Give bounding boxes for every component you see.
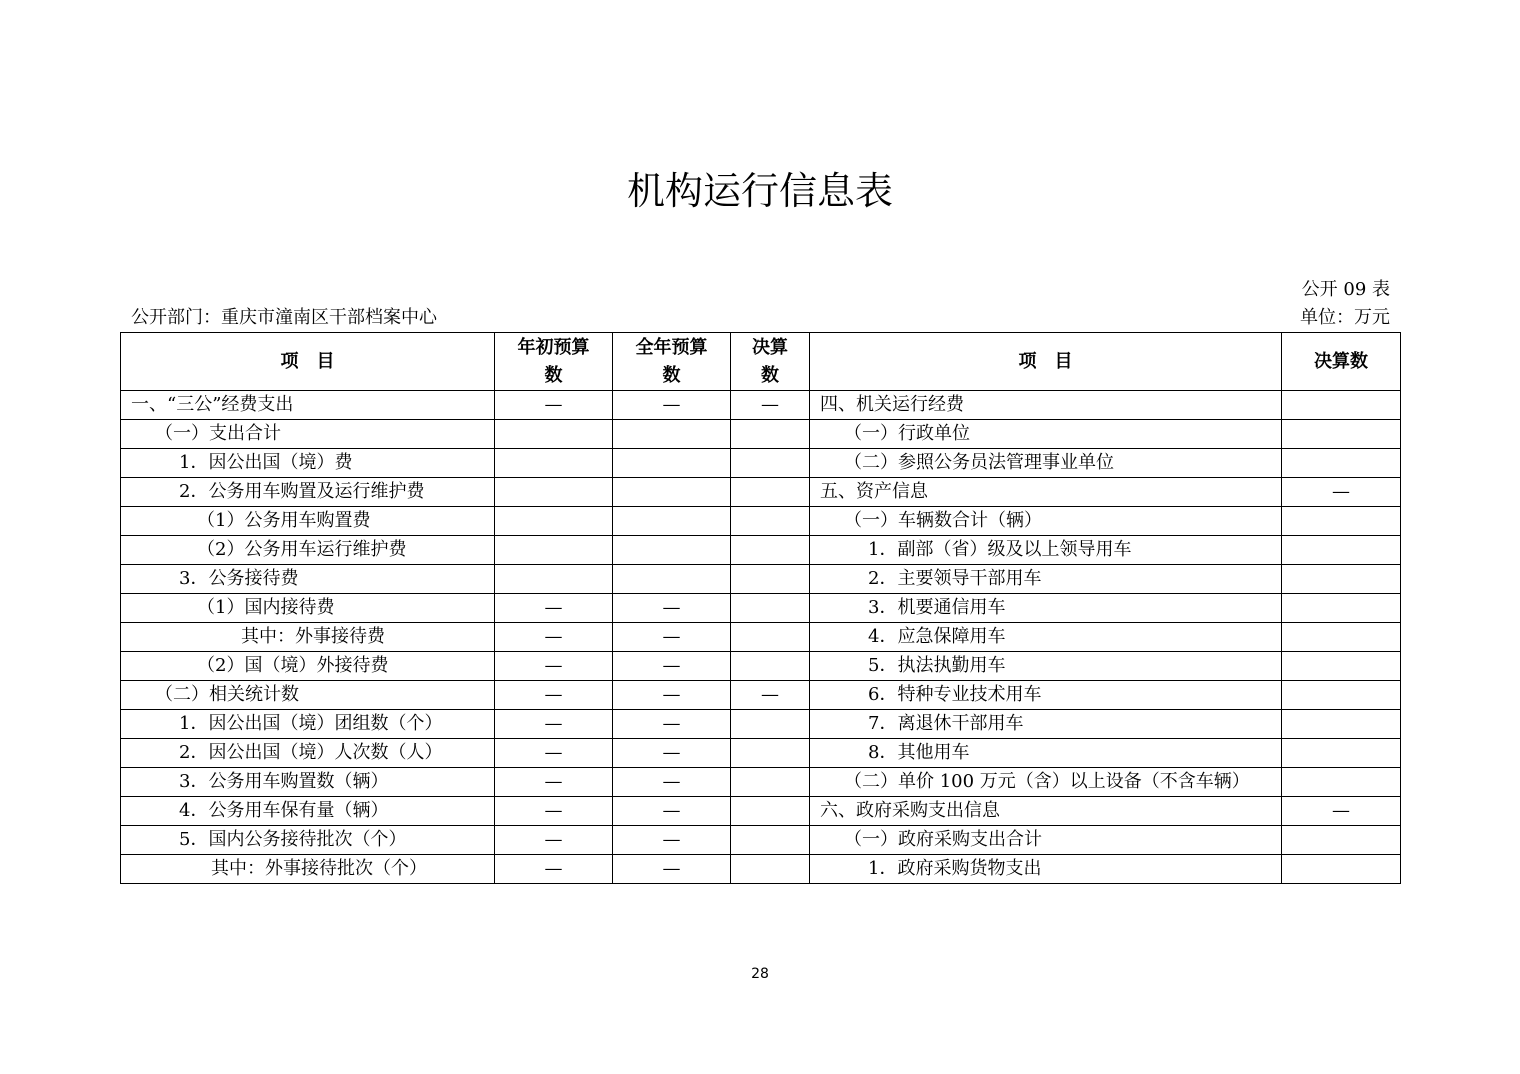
cell-final-amount xyxy=(1282,681,1401,710)
row-label-left: （2）公务用车运行维护费 xyxy=(121,536,495,565)
header-full-year-budget xyxy=(613,333,731,391)
cell-final-amount xyxy=(1282,710,1401,739)
cell-full-year-budget: — xyxy=(613,681,731,710)
row-label-right: 5．执法执勤用车 xyxy=(810,652,1282,681)
cell-full-year-budget: — xyxy=(613,826,731,855)
page-number: 28 xyxy=(751,966,769,982)
cell-initial-budget: — xyxy=(495,391,613,420)
row-label-right: 1．副部（省）级及以上领导用车 xyxy=(810,536,1282,565)
cell-final-accounts xyxy=(731,710,810,739)
cell-final-accounts: — xyxy=(731,681,810,710)
cell-initial-budget: — xyxy=(495,739,613,768)
cell-final-accounts xyxy=(731,826,810,855)
row-label-left: 3．公务用车购置数（辆） xyxy=(121,768,495,797)
header-final-amount: 决算数 xyxy=(1282,333,1401,391)
table-row xyxy=(121,623,1401,652)
header-initial-budget xyxy=(495,333,613,391)
cell-final-amount xyxy=(1282,652,1401,681)
cell-final-amount xyxy=(1282,623,1401,652)
row-label-left: 4．公务用车保有量（辆） xyxy=(121,797,495,826)
table-row xyxy=(121,391,1401,420)
cell-full-year-budget: — xyxy=(613,652,731,681)
table-row xyxy=(121,594,1401,623)
cell-full-year-budget xyxy=(613,420,731,449)
operation-info-table xyxy=(120,332,1401,884)
row-label-left: （一）支出合计 xyxy=(121,420,495,449)
cell-final-amount xyxy=(1282,449,1401,478)
cell-final-amount xyxy=(1282,536,1401,565)
cell-final-amount xyxy=(1282,826,1401,855)
cell-final-accounts xyxy=(731,855,810,884)
table-row xyxy=(121,826,1401,855)
cell-final-accounts xyxy=(731,797,810,826)
cell-full-year-budget xyxy=(613,507,731,536)
cell-initial-budget: — xyxy=(495,710,613,739)
cell-final-accounts xyxy=(731,449,810,478)
row-label-right: （一）车辆数合计（辆） xyxy=(810,507,1282,536)
cell-full-year-budget: — xyxy=(613,768,731,797)
row-label-right: 六、政府采购支出信息 xyxy=(810,797,1282,826)
row-label-right: 3．机要通信用车 xyxy=(810,594,1282,623)
row-label-left: （1）国内接待费 xyxy=(121,594,495,623)
table-row xyxy=(121,797,1401,826)
table-row xyxy=(121,681,1401,710)
row-label-left: 其中：外事接待批次（个） xyxy=(121,855,495,884)
table-row xyxy=(121,420,1401,449)
row-label-left: 其中：外事接待费 xyxy=(121,623,495,652)
cell-final-accounts xyxy=(731,652,810,681)
page-title: 机构运行信息表 xyxy=(626,169,893,213)
cell-full-year-budget xyxy=(613,536,731,565)
header-initial-budget-text: 年初预算 数 xyxy=(517,336,590,386)
cell-final-amount xyxy=(1282,594,1401,623)
cell-initial-budget: — xyxy=(495,623,613,652)
row-label-left: 2．公务用车购置及运行维护费 xyxy=(121,478,495,507)
header-item-right: 项 目 xyxy=(810,333,1282,391)
cell-final-amount: — xyxy=(1282,478,1401,507)
cell-final-amount: — xyxy=(1282,797,1401,826)
row-label-right: （二）参照公务员法管理事业单位 xyxy=(810,449,1282,478)
cell-final-amount xyxy=(1282,739,1401,768)
row-label-left: 一、“三公”经费支出 xyxy=(121,391,495,420)
cell-full-year-budget: — xyxy=(613,623,731,652)
row-label-left: 3．公务接待费 xyxy=(121,565,495,594)
cell-full-year-budget: — xyxy=(613,594,731,623)
cell-initial-budget xyxy=(495,565,613,594)
row-label-left: 5．国内公务接待批次（个） xyxy=(121,826,495,855)
cell-final-accounts: — xyxy=(731,391,810,420)
unit-label: 单位：万元 xyxy=(1300,307,1390,328)
row-label-right: 五、资产信息 xyxy=(810,478,1282,507)
table-row xyxy=(121,507,1401,536)
row-label-right: 四、机关运行经费 xyxy=(810,391,1282,420)
row-label-right: 7．离退休干部用车 xyxy=(810,710,1282,739)
department-label: 公开部门：重庆市潼南区干部档案中心 xyxy=(131,307,437,328)
row-label-right: 8．其他用车 xyxy=(810,739,1282,768)
cell-initial-budget: — xyxy=(495,681,613,710)
table-row xyxy=(121,478,1401,507)
cell-final-accounts xyxy=(731,507,810,536)
cell-final-accounts xyxy=(731,478,810,507)
cell-final-amount xyxy=(1282,507,1401,536)
row-label-right: 6．特种专业技术用车 xyxy=(810,681,1282,710)
row-label-left: 1．因公出国（境）团组数（个） xyxy=(121,710,495,739)
form-number: 公开 09 表 xyxy=(1301,279,1390,300)
cell-initial-budget xyxy=(495,420,613,449)
row-label-right: （一）行政单位 xyxy=(810,420,1282,449)
cell-full-year-budget: — xyxy=(613,710,731,739)
cell-final-amount xyxy=(1282,420,1401,449)
cell-final-accounts xyxy=(731,594,810,623)
table-row xyxy=(121,768,1401,797)
row-label-left: 2．因公出国（境）人次数（人） xyxy=(121,739,495,768)
cell-final-accounts xyxy=(731,768,810,797)
cell-initial-budget: — xyxy=(495,797,613,826)
cell-full-year-budget: — xyxy=(613,391,731,420)
cell-initial-budget xyxy=(495,478,613,507)
row-label-left: （1）公务用车购置费 xyxy=(121,507,495,536)
row-label-right: 2．主要领导干部用车 xyxy=(810,565,1282,594)
row-label-right: 4．应急保障用车 xyxy=(810,623,1282,652)
row-label-right: （二）单价 100 万元（含）以上设备（不含车辆） xyxy=(810,768,1282,797)
cell-initial-budget: — xyxy=(495,768,613,797)
table-row xyxy=(121,652,1401,681)
table-row xyxy=(121,739,1401,768)
cell-initial-budget: — xyxy=(495,652,613,681)
cell-initial-budget xyxy=(495,449,613,478)
cell-final-accounts xyxy=(731,565,810,594)
cell-final-amount xyxy=(1282,565,1401,594)
cell-full-year-budget xyxy=(613,478,731,507)
cell-full-year-budget xyxy=(613,449,731,478)
cell-full-year-budget: — xyxy=(613,855,731,884)
table-row xyxy=(121,710,1401,739)
cell-full-year-budget: — xyxy=(613,739,731,768)
cell-final-accounts xyxy=(731,536,810,565)
header-item-left: 项 目 xyxy=(121,333,495,391)
cell-initial-budget: — xyxy=(495,855,613,884)
row-label-right: 1．政府采购货物支出 xyxy=(810,855,1282,884)
row-label-right: （一）政府采购支出合计 xyxy=(810,826,1282,855)
table-header-row xyxy=(121,333,1401,391)
cell-initial-budget xyxy=(495,507,613,536)
cell-final-amount xyxy=(1282,768,1401,797)
cell-final-accounts xyxy=(731,623,810,652)
cell-full-year-budget xyxy=(613,565,731,594)
cell-initial-budget: — xyxy=(495,826,613,855)
cell-initial-budget xyxy=(495,536,613,565)
cell-final-amount xyxy=(1282,391,1401,420)
cell-final-accounts xyxy=(731,420,810,449)
table-row xyxy=(121,855,1401,884)
header-full-year-budget-text: 全年预算 数 xyxy=(635,336,708,386)
cell-full-year-budget: — xyxy=(613,797,731,826)
cell-final-amount xyxy=(1282,855,1401,884)
cell-initial-budget: — xyxy=(495,594,613,623)
header-final-accounts xyxy=(731,333,810,391)
row-label-left: （2）国（境）外接待费 xyxy=(121,652,495,681)
table-row xyxy=(121,449,1401,478)
table-row xyxy=(121,536,1401,565)
cell-final-accounts xyxy=(731,739,810,768)
header-final-accounts-text: 决算 数 xyxy=(752,336,788,386)
row-label-left: 1．因公出国（境）费 xyxy=(121,449,495,478)
row-label-left: （二）相关统计数 xyxy=(121,681,495,710)
table-row xyxy=(121,565,1401,594)
